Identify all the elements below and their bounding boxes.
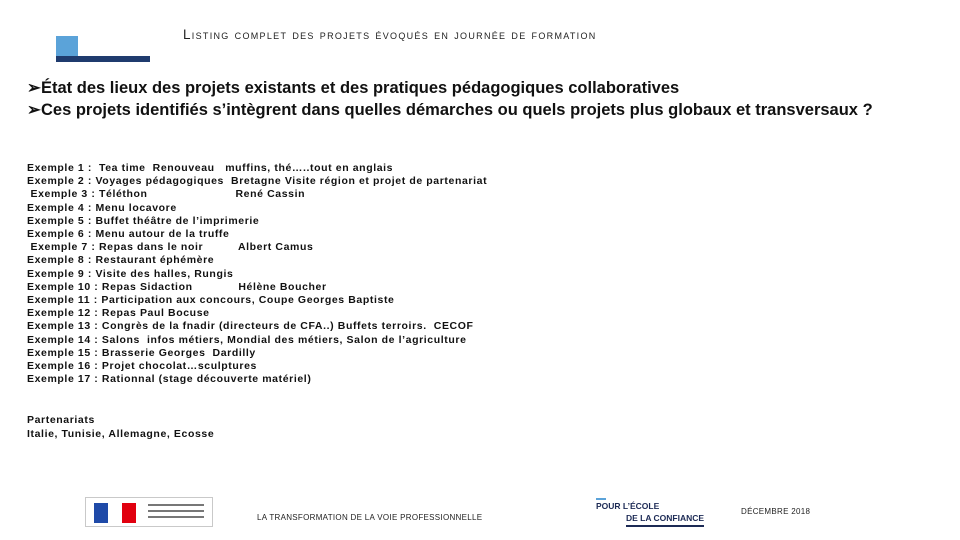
example-item: Exemple 12 : Repas Paul Bocuse <box>27 307 210 320</box>
footer-date: DÉCEMBRE 2018 <box>741 507 811 516</box>
partners-section <box>27 413 214 441</box>
example-item: Exemple 13 : Congrès de la fnadir (directeurs de CFA..) Buffets terroirs. CECOF <box>27 320 474 333</box>
question-text: État des lieux des projets existants et des pratiques pédagogiques collaboratives <box>41 79 680 97</box>
question-text: Ces projets identifiés s’intègrent dans quelles démarches ou quels projets plus globaux et transversaux ? <box>41 101 873 119</box>
example-item: Exemple 11 : Participation aux concours, Coupe Georges Baptiste <box>27 294 395 307</box>
question-item <box>27 99 927 121</box>
example-item: Exemple 9 : Visite des halles, Rungis <box>27 267 234 280</box>
footer-title: LA TRANSFORMATION DE LA VOIE PROFESSIONNELLE <box>257 513 483 522</box>
page-title <box>183 27 597 42</box>
example-item: Exemple 5 : Buffet théâtre de l’imprimerie <box>27 214 260 227</box>
example-item: Exemple 4 : Menu locavore <box>27 201 177 214</box>
corner-accent-mark <box>0 0 160 70</box>
arrow-right-icon: ➢ <box>27 79 41 97</box>
partners-heading: Partenariats <box>27 414 95 426</box>
example-item: Exemple 7 : Repas dans le noir Albert Camus <box>27 241 314 254</box>
arrow-right-icon: ➢ <box>27 101 41 119</box>
question-item <box>27 77 927 99</box>
example-item: Exemple 3 : Téléthon René Cassin <box>27 188 306 201</box>
french-flag-icon <box>94 503 136 523</box>
example-item: Exemple 8 : Restaurant éphémère <box>27 254 215 267</box>
logo-line-1: POUR L’ÉCOLE <box>596 501 660 511</box>
example-item: Exemple 6 : Menu autour de la truffe <box>27 228 230 241</box>
example-item: Exemple 14 : Salons infos métiers, Mondial des métiers, Salon de l’agriculture <box>27 333 467 346</box>
example-item: Exemple 2 : Voyages pédagogiques Bretagne Visite région et projet de partenariat <box>27 175 488 188</box>
page-title-text: Listing complet des projets évoqués en journée de formation <box>183 27 597 42</box>
example-item: Exemple 10 : Repas Sidaction Hélène Boucher <box>27 280 327 293</box>
ministry-name-lines <box>148 504 204 522</box>
key-questions-list <box>27 77 927 121</box>
example-item: Exemple 1 : Tea time Renouveau muffins, thé…..tout en anglais <box>27 162 394 174</box>
ministry-logo <box>85 497 213 527</box>
example-item: Exemple 16 : Projet chocolat…sculptures <box>27 360 257 373</box>
logo-accent-bar <box>596 498 606 500</box>
partners-countries: Italie, Tunisie, Allemagne, Ecosse <box>27 428 215 440</box>
logo-line-2: DE LA CONFIANCE <box>626 513 704 527</box>
examples-list <box>27 162 487 386</box>
example-item: Exemple 15 : Brasserie Georges Dardilly <box>27 346 256 359</box>
ecole-confiance-logo <box>596 501 720 527</box>
example-item: Exemple 17 : Rationnal (stage découverte matériel) <box>27 373 312 386</box>
